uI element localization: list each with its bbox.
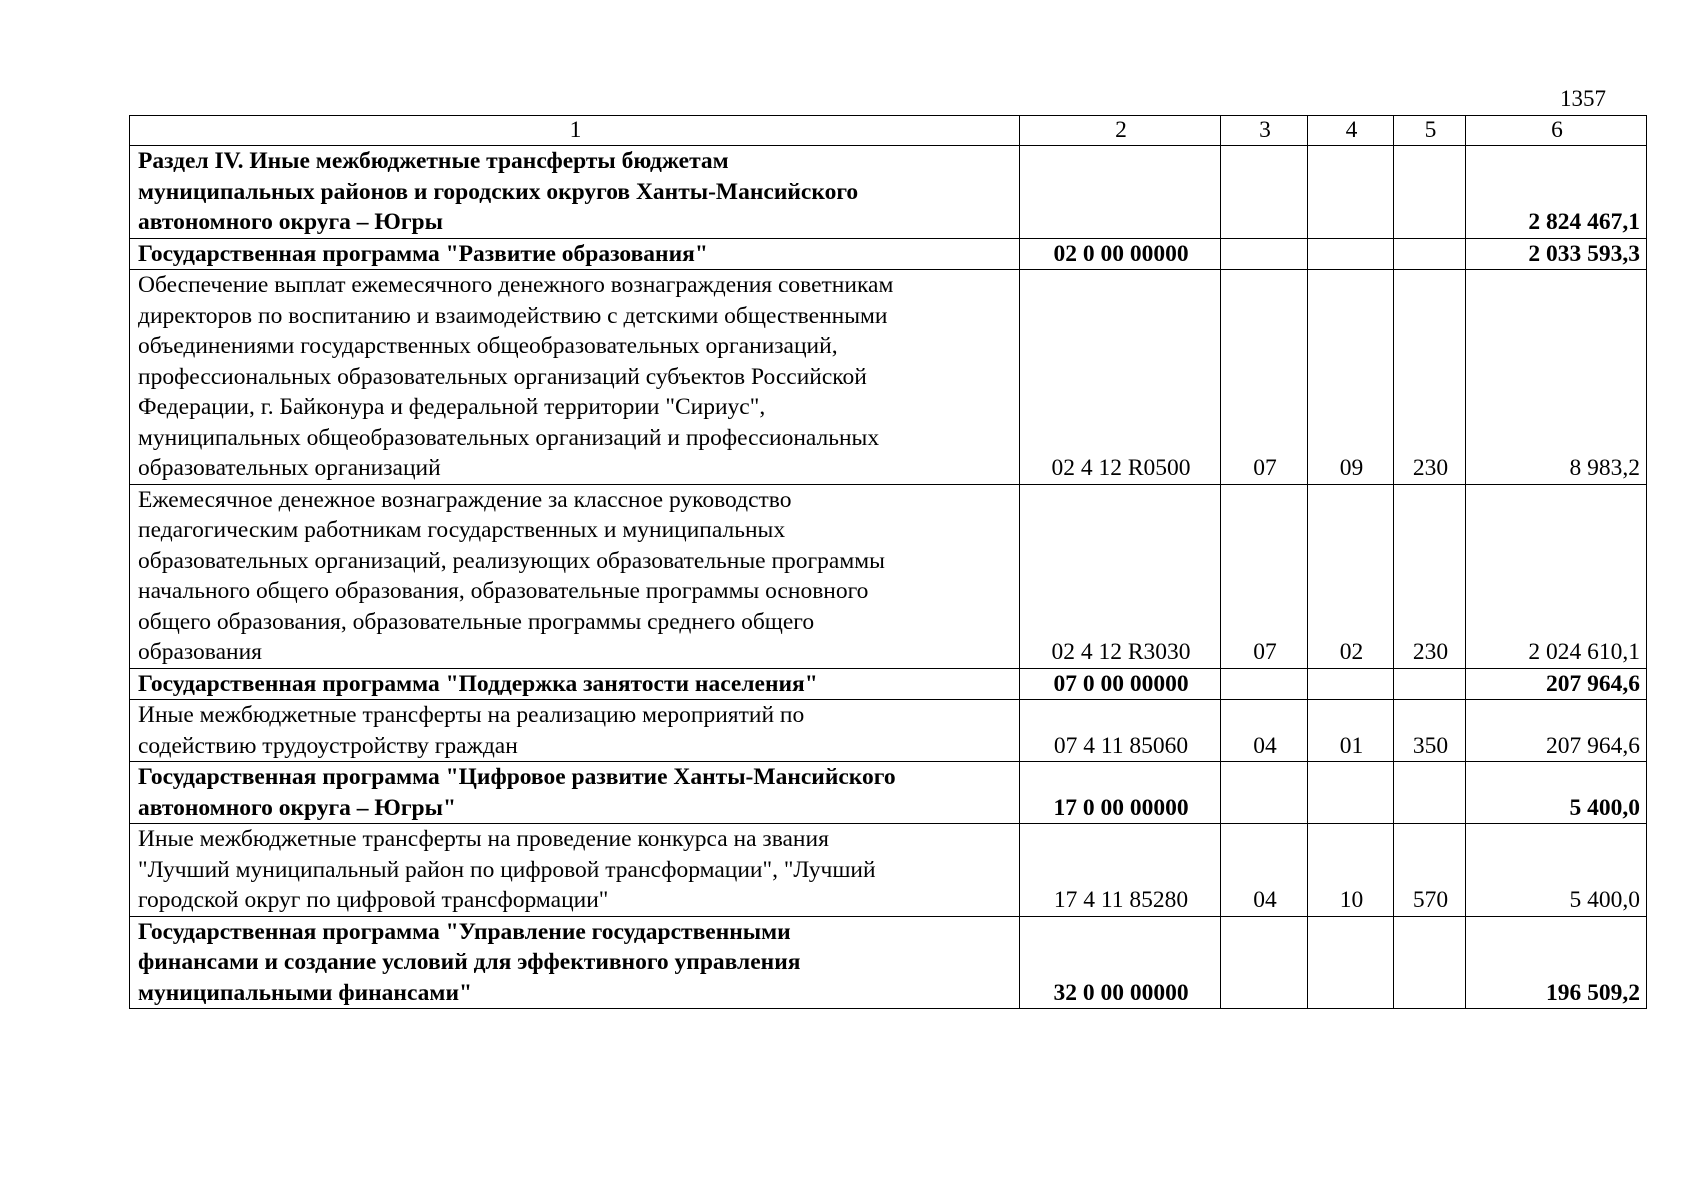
row-section	[1221, 146, 1308, 239]
row-subsection	[1308, 916, 1394, 1009]
row-sum: 2 024 610,1	[1466, 484, 1647, 668]
table-row	[130, 270, 1647, 485]
row-sum: 207 964,6	[1466, 668, 1647, 700]
table-row	[130, 146, 1647, 239]
row-expense-type	[1394, 668, 1466, 700]
row-subsection: 10	[1308, 824, 1394, 917]
row-expense-type: 230	[1394, 484, 1466, 668]
row-name: Государственная программа "Цифровое развитие Ханты-Мансийского автономного округа – Югры"	[130, 762, 1020, 824]
row-name: Иные межбюджетные трансферты на реализацию мероприятий по содействию трудоустройству граждан	[130, 700, 1020, 762]
row-name: Иные межбюджетные трансферты на проведение конкурса на звания "Лучший муниципальный район по цифровой трансформации", "Лучший городской округ по цифровой трансформации"	[130, 824, 1020, 917]
row-expense-type: 350	[1394, 700, 1466, 762]
row-target-code: 17 0 00 00000	[1020, 762, 1221, 824]
row-section	[1221, 238, 1308, 270]
row-name: Ежемесячное денежное вознаграждение за классное руководство педагогическим работникам государственных и муниципальных образовательных организаций, реализующих образовательные программы начального общего образования, образовательные программы основного общего образования, образовательные программы среднего общего образования	[130, 484, 1020, 668]
row-expense-type	[1394, 916, 1466, 1009]
row-name: Государственная программа "Управление государственными финансами и создание условий для эффективного управления муниципальными финансами"	[130, 916, 1020, 1009]
row-section	[1221, 762, 1308, 824]
row-section	[1221, 668, 1308, 700]
row-expense-type	[1394, 238, 1466, 270]
row-section: 07	[1221, 270, 1308, 485]
row-expense-type	[1394, 146, 1466, 239]
row-section	[1221, 916, 1308, 1009]
column-header: 2	[1020, 116, 1221, 146]
row-name: Обеспечение выплат ежемесячного денежного вознаграждения советникам директоров по воспитанию и взаимодействию с детскими общественными объединениями государственных общеобразовательных организаций, профессиональных образовательных организаций субъектов Российской Федерации, г. Байконура и федеральной территории "Сириус", муниципальных общеобразовательных организаций и профессиональных образовательных организаций	[130, 270, 1020, 485]
budget-table	[129, 115, 1647, 1009]
row-name: Государственная программа "Развитие образования"	[130, 238, 1020, 270]
column-header: 6	[1466, 116, 1647, 146]
column-header: 3	[1221, 116, 1308, 146]
row-name: Раздел IV. Иные межбюджетные трансферты бюджетам муниципальных районов и городских округов Ханты-Мансийского автономного округа – Югры	[130, 146, 1020, 239]
row-target-code: 02 0 00 00000	[1020, 238, 1221, 270]
row-section: 07	[1221, 484, 1308, 668]
row-subsection	[1308, 668, 1394, 700]
row-sum: 207 964,6	[1466, 700, 1647, 762]
row-sum: 2 033 593,3	[1466, 238, 1647, 270]
table-row	[130, 762, 1647, 824]
table-row	[130, 916, 1647, 1009]
column-header: 5	[1394, 116, 1466, 146]
row-sum: 8 983,2	[1466, 270, 1647, 485]
row-section: 04	[1221, 700, 1308, 762]
row-subsection: 02	[1308, 484, 1394, 668]
row-expense-type: 230	[1394, 270, 1466, 485]
column-header: 1	[130, 116, 1020, 146]
column-header: 4	[1308, 116, 1394, 146]
row-sum: 5 400,0	[1466, 762, 1647, 824]
row-sum: 196 509,2	[1466, 916, 1647, 1009]
row-target-code: 07 0 00 00000	[1020, 668, 1221, 700]
table-row	[130, 484, 1647, 668]
page-number: 1357	[1560, 86, 1606, 111]
row-subsection	[1308, 762, 1394, 824]
row-subsection	[1308, 238, 1394, 270]
row-target-code: 02 4 12 R0500	[1020, 270, 1221, 485]
row-sum: 5 400,0	[1466, 824, 1647, 917]
row-target-code: 02 4 12 R3030	[1020, 484, 1221, 668]
row-target-code: 32 0 00 00000	[1020, 916, 1221, 1009]
row-expense-type: 570	[1394, 824, 1466, 917]
row-name: Государственная программа "Поддержка занятости населения"	[130, 668, 1020, 700]
row-expense-type	[1394, 762, 1466, 824]
table-row	[130, 668, 1647, 700]
table-row	[130, 824, 1647, 917]
table-header-row	[130, 116, 1647, 146]
row-target-code	[1020, 146, 1221, 239]
row-section: 04	[1221, 824, 1308, 917]
row-subsection: 01	[1308, 700, 1394, 762]
row-target-code: 17 4 11 85280	[1020, 824, 1221, 917]
row-subsection	[1308, 146, 1394, 239]
table-row	[130, 238, 1647, 270]
table-row	[130, 700, 1647, 762]
row-sum: 2 824 467,1	[1466, 146, 1647, 239]
row-subsection: 09	[1308, 270, 1394, 485]
row-target-code: 07 4 11 85060	[1020, 700, 1221, 762]
